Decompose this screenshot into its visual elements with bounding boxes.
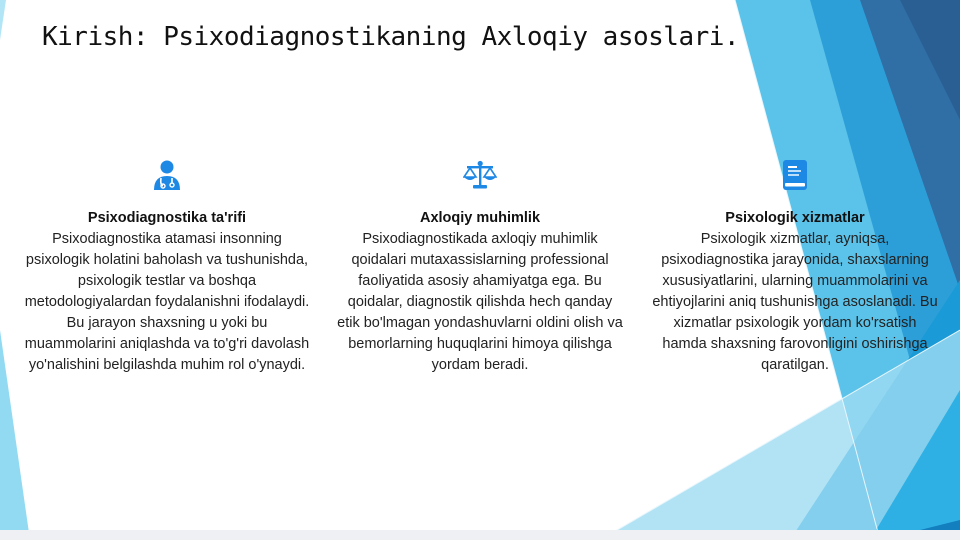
- column-heading: Psixodiagnostika ta'rifi: [87, 210, 247, 226]
- column-body: Psixodiagnostikada axloqiy muhimlik qoidalari mutaxassislarning professional faoliyatida asosiy ahamiyatga ega. Bu qoidalar, diagnostik qilishda hech qanday etik bo'lmagan yondashuvlarni oldini olish va bemorlarning huquqlarini himoya qilishga yordam beradi.: [337, 231, 623, 373]
- column-heading: Axloqiy muhimlik: [419, 210, 541, 226]
- column-definition: [22, 156, 312, 376]
- column-services: [650, 156, 940, 376]
- scales-icon: [335, 156, 625, 194]
- doctor-icon: [22, 156, 312, 194]
- column-ethics: [335, 156, 625, 376]
- column-body: Psixologik xizmatlar, ayniqsa, psixodiagnostika jarayonida, shaxslarning xususiyatlarini, ularning muammolarini va ehtiyojlarini aniq tushunishga asoslanadi. Bu xizmatlar psixologik yordam ko'rsatish hamda shaxsning farovonligini oshirishga qaratilgan.: [652, 231, 938, 373]
- book-icon: [650, 156, 940, 194]
- slide-title: Kirish: Psixodiagnostikaning Axloqiy asoslari.: [42, 22, 740, 52]
- column-heading: Psixologik xizmatlar: [725, 210, 865, 226]
- column-body: Psixodiagnostika atamasi insonning psixologik holatini baholash va tushunishda, psixologik testlar va boshqa metodologiyalardan foydalanishni ifodalaydi. Bu jarayon shaxsning u yoki bu muammolarini aniqlashda va to'g'ri davolash yo'nalishini belgilashda muhim rol o'ynaydi.: [24, 231, 310, 373]
